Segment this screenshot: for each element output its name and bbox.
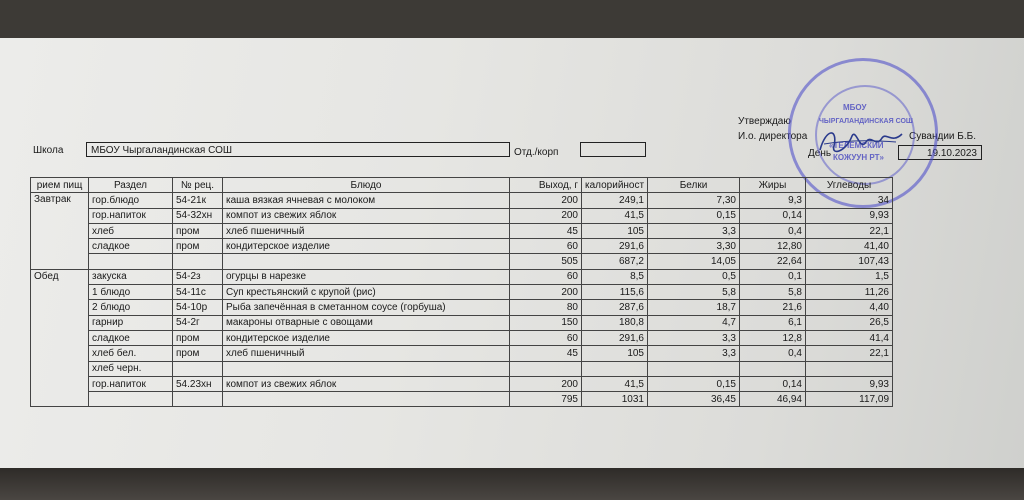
cell-dish: хлеб пшеничный [223, 223, 510, 238]
cell-section: гор.напиток [89, 376, 173, 391]
cell-carb: 22,1 [806, 346, 893, 361]
table-row [31, 315, 893, 330]
cell-out [510, 361, 582, 376]
empty-cell [89, 254, 173, 269]
column-header: Жиры [740, 178, 806, 193]
cell-dish: компот из свежих яблок [223, 376, 510, 391]
column-header: калорийност [582, 178, 648, 193]
dept-field [580, 142, 646, 157]
table-row [31, 361, 893, 376]
column-header: рием пищ [31, 178, 89, 193]
cell-fat: 0,4 [740, 223, 806, 238]
cell-section: сладкое [89, 330, 173, 345]
cell-dish: хлеб пшеничный [223, 346, 510, 361]
cell-out: 200 [510, 193, 582, 208]
cell-prot: 0,15 [648, 376, 740, 391]
cell-section: 2 блюдо [89, 300, 173, 315]
cell-section: хлеб [89, 223, 173, 238]
empty-cell [89, 392, 173, 407]
cell-carb: 11,26 [806, 285, 893, 300]
column-header: № рец. [173, 178, 223, 193]
cell-carb: 22,1 [806, 223, 893, 238]
total-row [31, 392, 893, 407]
total-carb: 117,09 [806, 392, 893, 407]
cell-fat: 5,8 [740, 285, 806, 300]
cell-prot: 7,30 [648, 193, 740, 208]
cell-rec: пром [173, 346, 223, 361]
meal-name-cell: Завтрак [31, 193, 89, 269]
cell-section: хлеб бел. [89, 346, 173, 361]
cell-prot: 3,3 [648, 223, 740, 238]
dept-label: Отд./корп [514, 147, 559, 158]
cell-kcal: 41,5 [582, 208, 648, 223]
column-header: Выход, г [510, 178, 582, 193]
total-kcal: 1031 [582, 392, 648, 407]
column-header: Белки [648, 178, 740, 193]
cell-prot: 5,8 [648, 285, 740, 300]
cell-rec: 54-11с [173, 285, 223, 300]
cell-dish: каша вязкая ячневая с молоком [223, 193, 510, 208]
cell-out: 60 [510, 269, 582, 284]
cell-dish: огурцы в нарезке [223, 269, 510, 284]
cell-carb: 4,40 [806, 300, 893, 315]
stamp-line: КОЖУУН РТ» [833, 153, 884, 162]
table-row [31, 300, 893, 315]
cell-kcal: 115,6 [582, 285, 648, 300]
cell-section: гарнир [89, 315, 173, 330]
cell-kcal: 105 [582, 223, 648, 238]
director-label: И.о. директора [738, 131, 808, 142]
handwritten-signature [816, 122, 906, 162]
table-row [31, 223, 893, 238]
director-name: Сувандии Б.Б. [909, 131, 976, 142]
cell-dish: кондитерское изделие [223, 239, 510, 254]
total-out: 795 [510, 392, 582, 407]
cell-fat: 0,1 [740, 269, 806, 284]
cell-fat: 0,4 [740, 346, 806, 361]
day-label: День [808, 148, 832, 159]
cell-fat: 0,14 [740, 208, 806, 223]
cell-dish: Суп крестьянский с крупой (рис) [223, 285, 510, 300]
cell-kcal: 291,6 [582, 239, 648, 254]
total-prot: 14,05 [648, 254, 740, 269]
cell-rec: 54-2з [173, 269, 223, 284]
table-row [31, 193, 893, 208]
cell-out: 80 [510, 300, 582, 315]
cell-section: 1 блюдо [89, 285, 173, 300]
total-kcal: 687,2 [582, 254, 648, 269]
cell-carb: 41,40 [806, 239, 893, 254]
total-row [31, 254, 893, 269]
empty-cell [223, 392, 510, 407]
cell-carb: 9,93 [806, 208, 893, 223]
cell-prot: 3,3 [648, 330, 740, 345]
cell-kcal: 180,8 [582, 315, 648, 330]
cell-fat: 0,14 [740, 376, 806, 391]
approve-label: Утверждаю [738, 116, 791, 127]
cell-section: гор.напиток [89, 208, 173, 223]
cell-rec: 54-2г [173, 315, 223, 330]
cell-kcal: 249,1 [582, 193, 648, 208]
table-row [31, 376, 893, 391]
total-out: 505 [510, 254, 582, 269]
cell-out: 200 [510, 208, 582, 223]
cell-dish [223, 361, 510, 376]
cell-fat: 21,6 [740, 300, 806, 315]
cell-carb [806, 361, 893, 376]
background-surface [0, 468, 1024, 500]
cell-fat: 6,1 [740, 315, 806, 330]
cell-dish: макароны отварные с овощами [223, 315, 510, 330]
cell-carb: 41,4 [806, 330, 893, 345]
cell-rec: 54-21к [173, 193, 223, 208]
cell-prot: 3,3 [648, 346, 740, 361]
cell-carb: 1,5 [806, 269, 893, 284]
table-row [31, 285, 893, 300]
cell-section: гор.блюдо [89, 193, 173, 208]
cell-fat: 12,80 [740, 239, 806, 254]
cell-out: 45 [510, 223, 582, 238]
empty-cell [173, 392, 223, 407]
meal-name-cell: Обед [31, 269, 89, 407]
total-prot: 36,45 [648, 392, 740, 407]
cell-section: сладкое [89, 239, 173, 254]
stamp-line: ЧЫРГАЛАНДИНСКАЯ СОШ [819, 118, 913, 125]
cell-section: хлеб черн. [89, 361, 173, 376]
cell-prot: 0,5 [648, 269, 740, 284]
cell-prot: 4,7 [648, 315, 740, 330]
cell-out: 200 [510, 376, 582, 391]
date-field: 19.10.2023 [898, 145, 982, 160]
cell-kcal: 8,5 [582, 269, 648, 284]
cell-out: 60 [510, 330, 582, 345]
total-fat: 46,94 [740, 392, 806, 407]
cell-rec: пром [173, 239, 223, 254]
cell-kcal: 41,5 [582, 376, 648, 391]
cell-rec: 54-10р [173, 300, 223, 315]
cell-prot: 3,30 [648, 239, 740, 254]
cell-dish: кондитерское изделие [223, 330, 510, 345]
cell-rec: 54.23хн [173, 376, 223, 391]
cell-fat: 9,3 [740, 193, 806, 208]
menu-table [30, 177, 893, 407]
cell-kcal: 105 [582, 346, 648, 361]
cell-dish: компот из свежих яблок [223, 208, 510, 223]
total-carb: 107,43 [806, 254, 893, 269]
table-row [31, 208, 893, 223]
school-name-field: МБОУ Чыргаландинская СОШ [86, 142, 510, 157]
table-header-row [31, 178, 893, 193]
cell-fat: 12,8 [740, 330, 806, 345]
cell-fat [740, 361, 806, 376]
cell-section: закуска [89, 269, 173, 284]
cell-carb: 9,93 [806, 376, 893, 391]
cell-out: 45 [510, 346, 582, 361]
cell-out: 200 [510, 285, 582, 300]
cell-carb: 26,5 [806, 315, 893, 330]
cell-rec: пром [173, 223, 223, 238]
cell-kcal [582, 361, 648, 376]
cell-out: 150 [510, 315, 582, 330]
cell-dish: Рыба запечённая в сметанном соусе (горбуша) [223, 300, 510, 315]
empty-cell [173, 254, 223, 269]
cell-carb: 34 [806, 193, 893, 208]
table-row [31, 330, 893, 345]
column-header: Углеводы [806, 178, 893, 193]
cell-kcal: 287,6 [582, 300, 648, 315]
cell-out: 60 [510, 239, 582, 254]
column-header: Раздел [89, 178, 173, 193]
column-header: Блюдо [223, 178, 510, 193]
table-row [31, 239, 893, 254]
table-row [31, 346, 893, 361]
cell-rec: 54-32хн [173, 208, 223, 223]
stamp-line: «ТЕЛЕМСКИЙ [829, 141, 884, 150]
cell-rec: пром [173, 330, 223, 345]
table-row [31, 269, 893, 284]
total-fat: 22,64 [740, 254, 806, 269]
cell-prot: 18,7 [648, 300, 740, 315]
cell-kcal: 291,6 [582, 330, 648, 345]
empty-cell [223, 254, 510, 269]
cell-prot [648, 361, 740, 376]
cell-rec [173, 361, 223, 376]
stamp-line: МБОУ [843, 103, 867, 112]
cell-prot: 0,15 [648, 208, 740, 223]
school-label: Школа [33, 145, 64, 156]
